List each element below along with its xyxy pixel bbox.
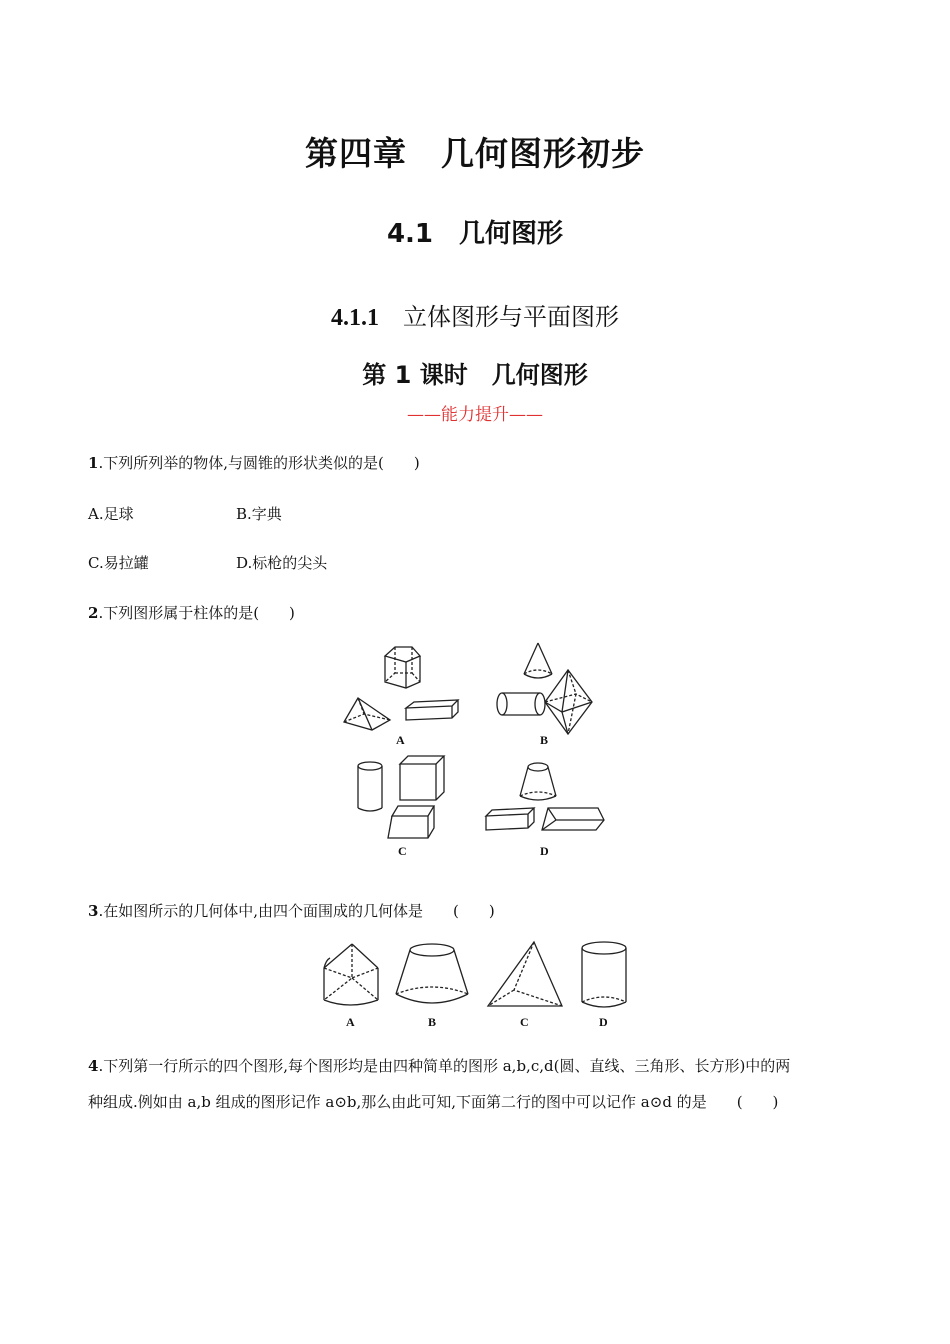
- question-1: [88, 453, 420, 473]
- question-4: [88, 1056, 868, 1076]
- q3-label-b: B: [428, 1015, 437, 1029]
- lesson-title: 第 1 课时 几何图形: [362, 361, 588, 389]
- question-number: 4: [88, 1057, 99, 1075]
- q2-group-c: [358, 756, 444, 838]
- question-2: [88, 603, 295, 623]
- option-b: B.字典: [236, 505, 282, 523]
- q2-label-a: A: [396, 733, 405, 747]
- q2-label-d: D: [540, 844, 549, 858]
- q2-figure: [330, 640, 620, 865]
- question-text: .下列所列举的物体,与圆锥的形状类似的是( ): [98, 454, 420, 472]
- q2-label-b: B: [540, 733, 549, 747]
- q3-shape-c: [488, 942, 562, 1006]
- subsection-text: 立体图形与平面图形: [403, 303, 619, 331]
- chapter-title: 第四章 几何图形初步: [305, 134, 645, 173]
- question-number: 1: [88, 454, 99, 472]
- ability-heading: ——能力提升——: [407, 405, 543, 425]
- q3-label-c: C: [520, 1015, 529, 1029]
- q3-label-a: A: [346, 1015, 355, 1029]
- question-text: .下列图形属于柱体的是( ): [98, 604, 295, 622]
- q3-shape-b: [396, 944, 468, 1003]
- q2-group-d: [486, 763, 604, 830]
- q3-label-d: D: [599, 1015, 608, 1029]
- question-text-line-1: .下列第一行所示的四个图形,每个图形均是由四种简单的图形 a,b,c,d(圆、直线、三角形、长方形)中的两: [98, 1057, 791, 1075]
- q2-group-b: [497, 643, 592, 734]
- q2-group-a: [344, 647, 458, 730]
- q2-label-c: C: [398, 844, 407, 858]
- question-number: 2: [88, 604, 99, 622]
- question-text: .在如图所示的几何体中,由四个面围成的几何体是 ( ): [98, 902, 495, 920]
- subsection-title: [0, 297, 950, 332]
- q3-shape-a: [324, 944, 378, 1005]
- q3-figure: [316, 938, 636, 1030]
- question-number: 3: [88, 902, 99, 920]
- section-title: 4.1 几何图形: [386, 219, 564, 249]
- question-3: [88, 901, 495, 921]
- q3-shape-d: [582, 942, 626, 1007]
- subsection-number: 4.1.1: [331, 305, 379, 331]
- option-c: C.易拉罐: [88, 554, 149, 572]
- option-a: A.足球: [88, 505, 134, 523]
- option-d: D.标枪的尖头: [236, 554, 328, 572]
- question-4-line-2: 种组成.例如由 a,b 组成的图形记作 a⊙b,那么由此可知,下面第二行的图中可以记作 a⊙d 的是 ( ): [88, 1093, 779, 1111]
